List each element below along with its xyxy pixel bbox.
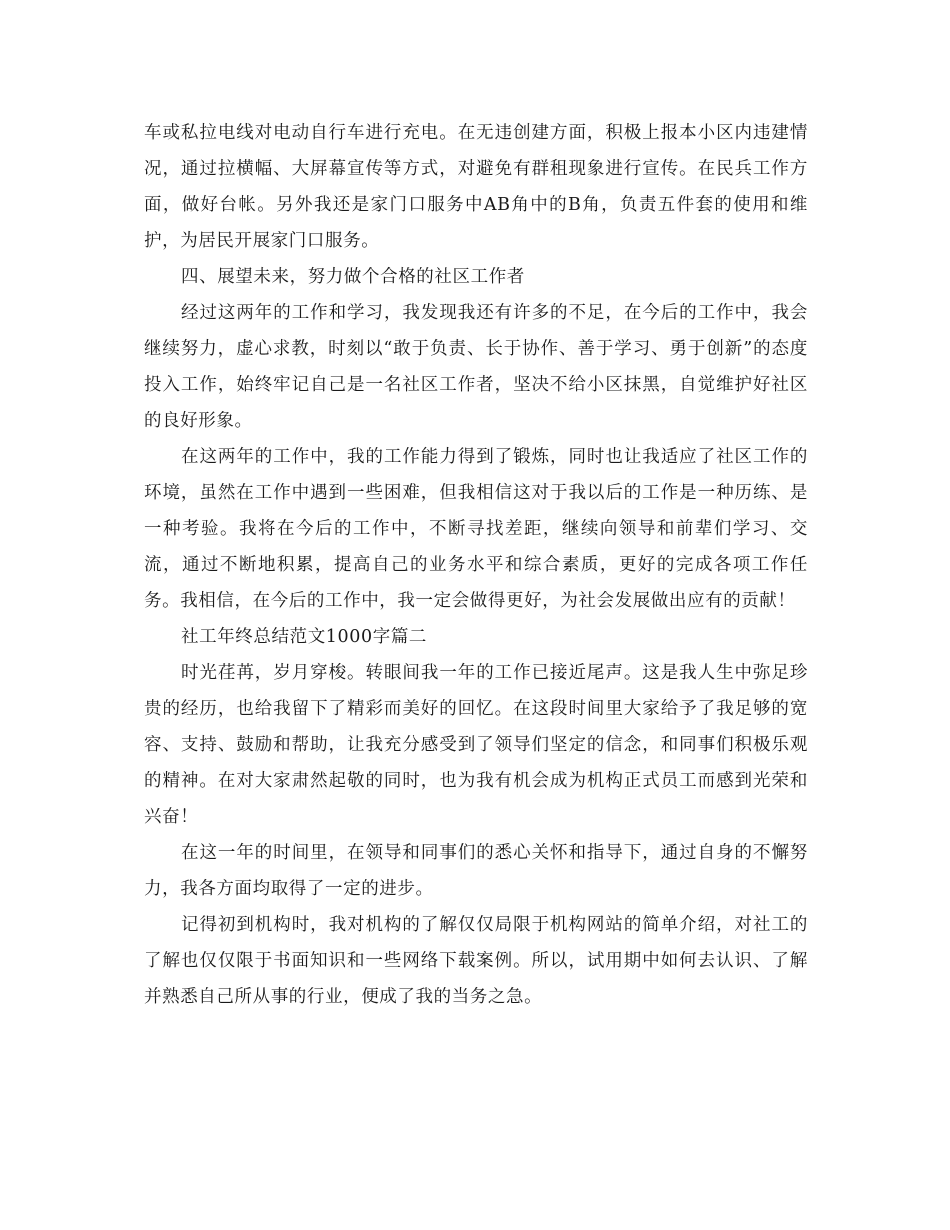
section-heading-four: 四、展望未来，努力做个合格的社区工作者	[181, 267, 525, 287]
document-body	[144, 115, 808, 1015]
paragraph: 时光荏苒，岁月穿梭。转眼间我一年的工作已接近尾声。这是我人生中弥足珍贵的经历，也给我留下了精彩而美好的回忆。在这段时间里大家给予了我足够的宽容、支持、鼓励和帮助，让我充分感受到了领导们坚定的信念，和同事们积极乐观的精神。在对大家肃然起敬的同时，也为我有机会成为机构正式员工而感到光荣和兴奋！	[144, 663, 808, 827]
paragraph: 记得初到机构时，我对机构的了解仅仅局限于机构网站的简单介绍，对社工的了解也仅仅限于书面知识和一些网络下载案例。所以，试用期中如何去认识、了解并熟悉自己所从事的行业，便成了我的当务之急。	[144, 915, 808, 1007]
article-title: 社工年终总结范文1000字篇二	[181, 627, 428, 647]
paragraph-continuation: 车或私拉电线对电动自行车进行充电。在无违创建方面，积极上报本小区内违建情况，通过拉横幅、大屏幕宣传等方式，对避免有群租现象进行宣传。在民兵工作方面，做好台帐。另外我还是家门口服务中AB角中的B角，负责五件套的使用和维护，为居民开展家门口服务。	[144, 123, 808, 251]
paragraph: 在这两年的工作中，我的工作能力得到了锻炼，同时也让我适应了社区工作的环境，虽然在工作中遇到一些困难，但我相信这对于我以后的工作是一种历练、是一种考验。我将在今后的工作中，不断寻找差距，继续向领导和前辈们学习、交流，通过不断地积累，提高自己的业务水平和综合素质，更好的完成各项工作任务。我相信，在今后的工作中，我一定会做得更好，为社会发展做出应有的贡献！	[144, 447, 808, 611]
paragraph: 在这一年的时间里，在领导和同事们的悉心关怀和指导下，通过自身的不懈努力，我各方面均取得了一定的进步。	[144, 843, 808, 899]
paragraph: 经过这两年的工作和学习，我发现我还有许多的不足，在今后的工作中，我会继续努力，虚心求教，时刻以“敢于负责、长于协作、善于学习、勇于创新”的态度投入工作，始终牢记自己是一名社区工作者，坚决不给小区抹黑，自觉维护好社区的良好形象。	[144, 303, 808, 431]
